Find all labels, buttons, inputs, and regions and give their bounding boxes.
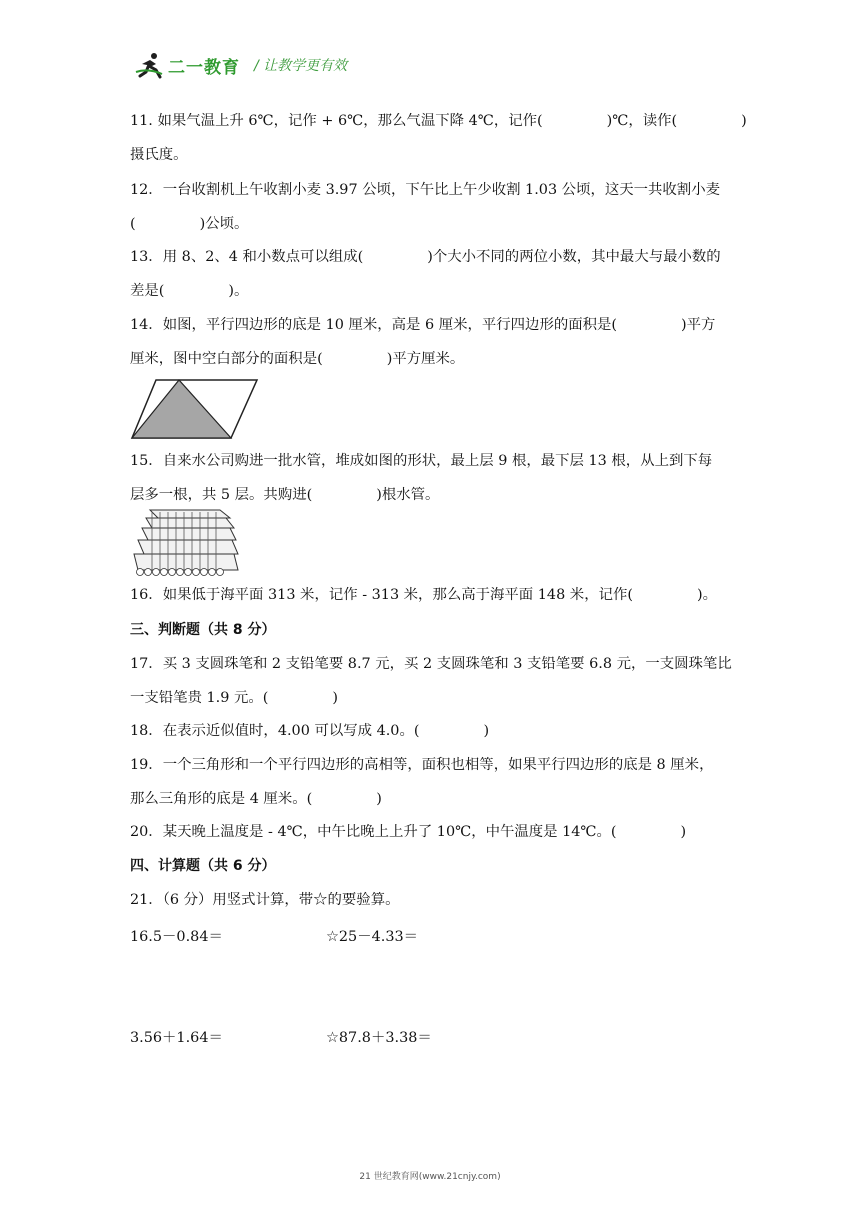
q11-text: 11. 如果气温上升 6℃，记作 + 6℃，那么气温下降 4℃，记作(	[130, 113, 543, 129]
question-12: 12．一台收割机上午收割小麦 3.97 公顷，下午比上午少收割 1.03 公顷，这天一共收割小麦 ( )公顷。	[130, 182, 720, 232]
section-3-heading: 三、判断题（共 8 分）	[130, 622, 276, 638]
slogan: / 让教学更有效	[254, 58, 348, 74]
question-13: 13．用 8、2、4 和小数点可以组成( )个大小不同的两位小数，其中最大与最小数的 差是( )。	[130, 249, 721, 299]
runner-logo-icon	[134, 50, 164, 80]
pipe-stack-figure	[130, 508, 240, 578]
question-16: 16．如果低于海平面 313 米，记作 - 313 米，那么高于海平面 148 米，记作( )。	[130, 587, 717, 603]
header	[134, 48, 347, 82]
question-11: 11. 如果气温上升 6℃，记作 + 6℃，那么气温下降 4℃，记作( )℃，读作( ) 摄氏度。	[130, 113, 747, 163]
section-4-heading: 四、计算题（共 6 分）	[130, 858, 276, 874]
logo-text: 二一教育	[168, 57, 240, 78]
footer: 21 世纪教育网(www.21cnjy.com)	[359, 1172, 501, 1182]
question-19: 19．一个三角形和一个平行四边形的高相等，面积也相等，如果平行四边形的底是 8 厘米， 那么三角形的底是 4 厘米。( )	[130, 757, 714, 807]
question-14: 14．如图，平行四边形的底是 10 厘米，高是 6 厘米，平行四边形的面积是( )平方 厘米，图中空白部分的面积是( )平方厘米。	[130, 317, 716, 367]
parallelogram-figure	[130, 378, 260, 440]
question-15: 15．自来水公司购进一批水管，堆成如图的形状，最上层 9 根，最下层 13 根，从上到下每 层多一根，共 5 层。共购进( )根水管。	[130, 453, 713, 503]
expression-1: 16.5－0.84＝	[130, 929, 223, 945]
expression-2: ☆25－4.33＝	[326, 929, 419, 945]
question-20: 20．某天晚上温度是 - 4℃，中午比晚上上升了 10℃，中午温度是 14℃。( )	[130, 824, 687, 840]
expression-3: 3.56＋1.64＝	[130, 1030, 223, 1046]
expression-4: ☆87.8＋3.38＝	[326, 1030, 432, 1046]
question-18: 18．在表示近似值时，4.00 可以写成 4.0。( )	[130, 723, 490, 739]
question-17: 17．买 3 支圆珠笔和 2 支铅笔要 8.7 元，买 2 支圆珠笔和 3 支铅笔要 6.8 元，一支圆珠笔比 一支铅笔贵 1.9 元。( )	[130, 656, 732, 706]
question-21-title: 21．（6 分）用竖式计算，带☆的要验算。	[130, 892, 400, 908]
